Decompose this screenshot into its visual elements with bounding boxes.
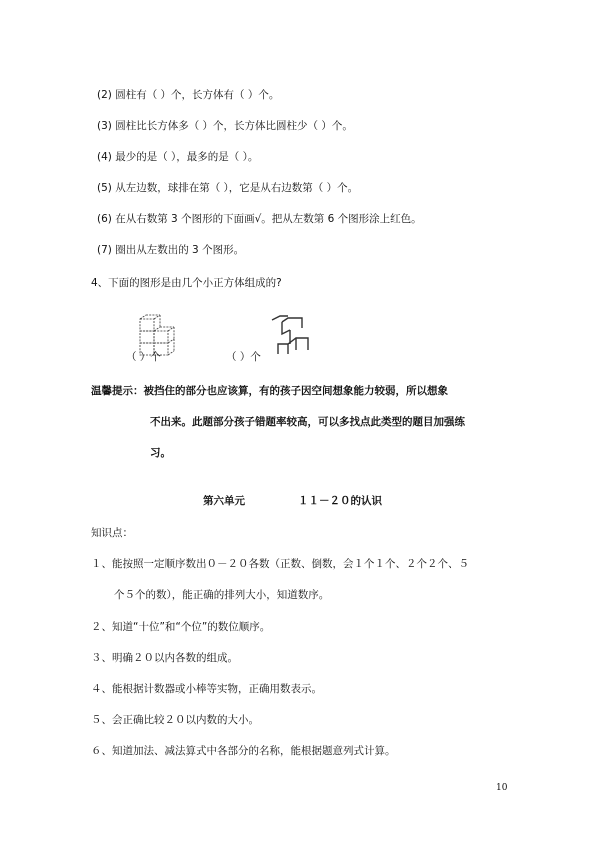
item-5: (5) 从左边数，球排在第（ ），它是从右边数第（ ）个。 xyxy=(97,182,359,194)
knowledge-point-4: ４、能根据计数器或小棒等实物，正确用数表示。 xyxy=(91,683,322,695)
knowledge-point-2: ２、知道“十位”和“个位”的数位顺序。 xyxy=(91,621,271,633)
unit-subtitle: １１－２０的认识 xyxy=(298,495,382,507)
figure-2-answer: （ ）个 xyxy=(226,351,261,363)
item-4: (4) 最少的是（ ），最多的是（ ）。 xyxy=(97,151,259,163)
knowledge-point-1: １、能按照一定顺序数出０－２０各数（正数、倒数，会１个１个、２个２个、５ xyxy=(91,558,469,570)
item-6: (6) 在从右数第 3 个图形的下面画√。把从左数第 6 个图形涂上红色。 xyxy=(97,213,422,225)
item-3: (3) 圆柱比长方体多（ ）个，长方体比圆柱少（ ）个。 xyxy=(97,120,353,132)
unit-title: 第六单元 xyxy=(203,495,245,507)
tip-line-2: 不出来。此题部分孩子错题率较高，可以多找点此类型的题目加强练 xyxy=(150,416,465,428)
page-number: 10 xyxy=(496,783,508,793)
knowledge-point-3: ３、明确２０以内各数的组成。 xyxy=(91,652,238,664)
item-2: (2) 圆柱有（ ）个，长方体有（ ）个。 xyxy=(97,89,280,101)
knowledge-point-1-cont: 个５个的数），能正确的排列大小，知道数序。 xyxy=(114,589,330,601)
item-7: (7) 圈出从左数出的 3 个图形。 xyxy=(97,244,245,256)
figure-1-answer: （ ）个 xyxy=(126,351,161,363)
knowledge-point-6: ６、知道加法、减法算式中各部分的名称，能根据题意列式计算。 xyxy=(91,745,396,757)
question-4: 4、下面的图形是由几个小正方体组成的? xyxy=(91,277,282,289)
tip-line-1: 温馨提示：被挡住的部分也应该算，有的孩子因空间想象能力较弱，所以想象 xyxy=(91,385,448,397)
knowledge-heading: 知识点： xyxy=(91,527,133,539)
cube-stack-figure-2 xyxy=(268,314,316,360)
tip-line-3: 习。 xyxy=(150,447,171,459)
knowledge-point-5: ５、会正确比较２０以内数的大小。 xyxy=(91,714,259,726)
